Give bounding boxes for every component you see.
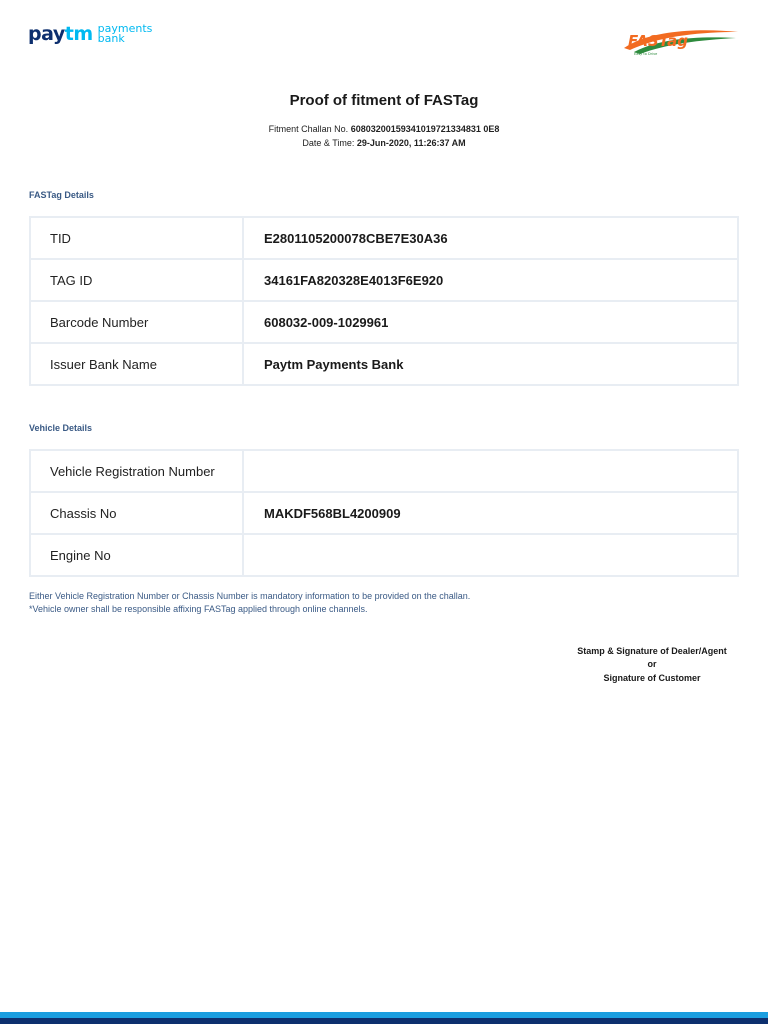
fastag-logo-text: FASTag (628, 32, 689, 50)
challan-number-line (0, 124, 768, 134)
footer-bar-dark-stripe (0, 1018, 768, 1024)
datetime-label: Date & Time: (302, 138, 355, 148)
vehicle-details-heading: Vehicle Details (29, 423, 93, 433)
row-value-issuer-bank: Paytm Payments Bank (243, 343, 738, 385)
paytm-sub-text: payments bank (97, 22, 153, 45)
footer-bar (0, 1012, 768, 1024)
vehicle-details-table (29, 449, 739, 577)
row-label-issuer-bank: Issuer Bank Name (30, 343, 243, 385)
row-label-chassis: Chassis No (30, 492, 243, 534)
fastag-details-heading: FASTag Details (29, 190, 94, 200)
datetime-line (0, 138, 768, 148)
row-label-barcode: Barcode Number (30, 301, 243, 343)
row-label-registration: Vehicle Registration Number (30, 450, 243, 492)
challan-value: 60803200159341019721334831 0E8 (350, 124, 500, 134)
signature-line-customer: Signature of Customer (603, 673, 701, 683)
mandatory-info-note: Either Vehicle Registration Number or Chassis Number is mandatory information to be provided on the challan. (29, 591, 471, 601)
table-row (30, 343, 738, 385)
fastag-tagline: Easy to Drive (634, 52, 658, 56)
table-row (30, 450, 738, 492)
table-row (30, 259, 738, 301)
row-value-registration (243, 450, 738, 492)
table-row (30, 301, 738, 343)
datetime-value: 29-Jun-2020, 11:26:37 AM (356, 138, 466, 148)
row-label-tag-id: TAG ID (30, 259, 243, 301)
fastag-logo (620, 26, 742, 56)
challan-label: Fitment Challan No. (268, 124, 349, 134)
signature-line-dealer: Stamp & Signature of Dealer/Agent (577, 646, 727, 656)
owner-responsibility-note: *Vehicle owner shall be responsible affixing FASTag applied through online channels. (29, 604, 368, 614)
row-value-tid: E2801105200078CBE7E30A36 (243, 217, 738, 259)
row-value-chassis: MAKDF568BL4200909 (243, 492, 738, 534)
row-label-engine: Engine No (30, 534, 243, 576)
table-row (30, 217, 738, 259)
paytm-payments-bank-logo (28, 24, 152, 44)
signature-or: or (647, 659, 657, 669)
row-value-tag-id: 34161FA820328E4013F6E920 (243, 259, 738, 301)
row-value-barcode: 608032-009-1029961 (243, 301, 738, 343)
page-title: Proof of fitment of FASTag (289, 92, 479, 109)
paytm-wordmark: paytm (28, 22, 93, 45)
table-row (30, 492, 738, 534)
table-row (30, 534, 738, 576)
fastag-details-table (29, 216, 739, 386)
row-label-tid: TID (30, 217, 243, 259)
row-value-engine (243, 534, 738, 576)
